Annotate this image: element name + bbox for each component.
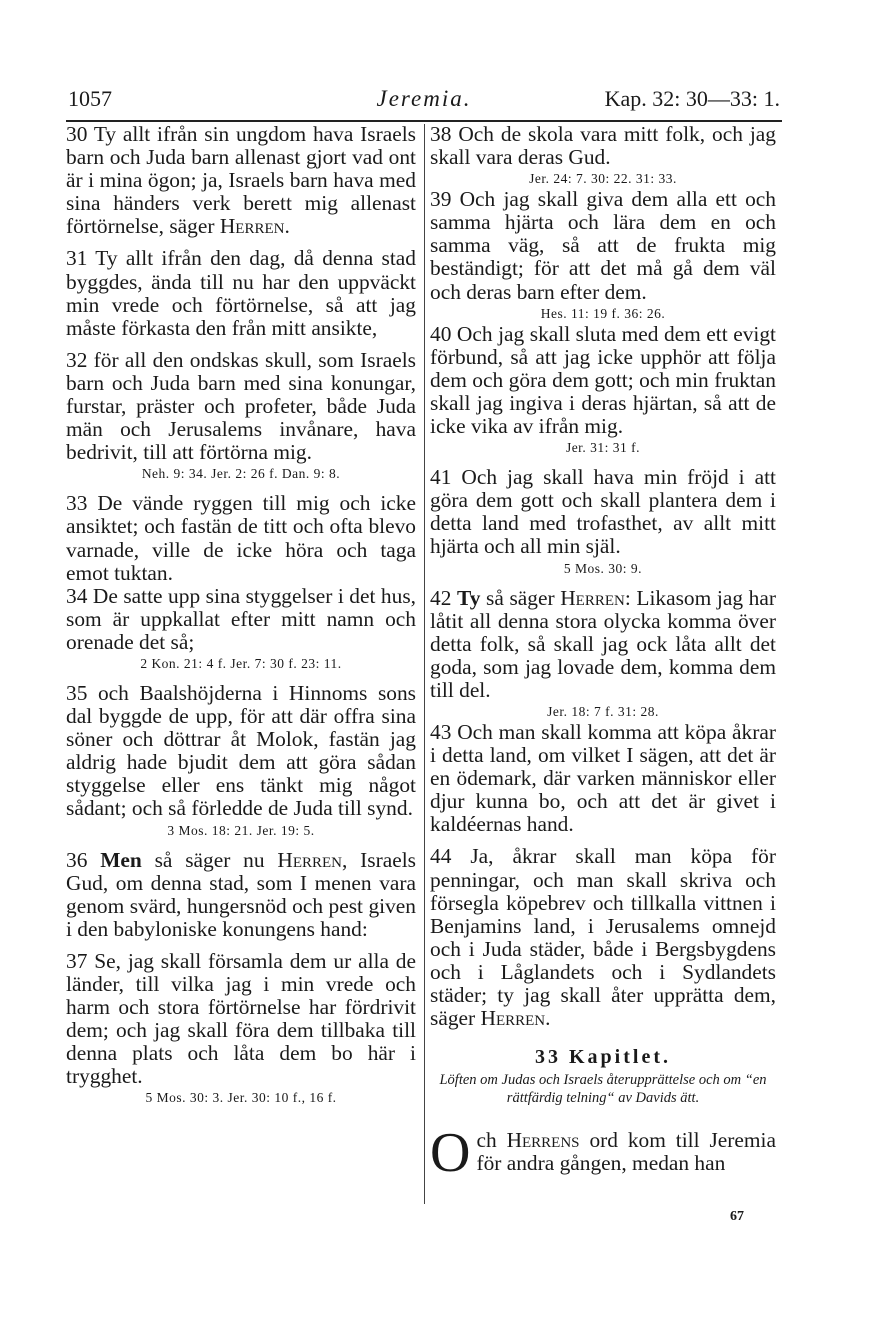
verse-31: 31 Ty allt ifrån den dag, då denna stad byggdes, ända till nu har den uppväckt min vrede och förtörnelse, så att jag måste förkasta den från mitt ansikte,: [66, 246, 416, 340]
verse-36: 36 Men så säger nu Herren, Israels Gud, om denna stad, som I menen vara genom svärd, hungersnöd och pest given i den babyloniske konungens hand:: [66, 847, 416, 941]
chapter-title: 33 Kapitlet.: [535, 1046, 671, 1069]
page-number: 1057: [68, 86, 112, 111]
column-divider: [424, 124, 425, 1204]
verse-35: 35 och Baalshöjderna i Hinnoms sons dal byggde de upp, för att där offra sina söner och döttrar åt Molok, fastän jag aldrig hade bjudit dem att göra sådan styggelse eller ens tänkt mig något sådant; och så förledde de Juda till synd.: [66, 680, 416, 821]
verse-30: 30 Ty allt ifrån sin ungdom hava Israels barn och Juda barn allenast gjort vad ont är i mina ögon; ja, Israels barn hava med sina händers verk berett mig allenast förtörnelse, säger Herren.: [66, 122, 416, 239]
verse-43: 43 Och man skall komma att köpa åkrar i detta land, om vilket I sägen, att det är en ödemark, där varken människor eller djur kunna bo, och att det är givet i kaldéernas hand.: [430, 719, 776, 837]
chapter-range: Kap. 32: 30—33: 1.: [604, 86, 780, 111]
cross-reference-40: Jer. 31: 31 f.: [565, 440, 641, 456]
book-title: Jeremia.: [376, 86, 472, 111]
chapter-summary: Löften om Judas och Israels återupprättelse och om “en rättfärdig telning“ av Davids ätt.: [439, 1072, 767, 1107]
cross-reference-37: 5 Mos. 30: 3. Jer. 30: 10 f., 16 f.: [145, 1090, 337, 1106]
verse-32: 32 för all den ondskas skull, som Israels barn och Juda barn med sina konungar, furstar, präster och profeter, både Juda män och Jerusalems invånare, hava bedrivit, till att förtörna mig.: [66, 347, 416, 465]
cross-reference-32: Neh. 9: 34. Jer. 2: 26 f. Dan. 9: 8.: [141, 466, 341, 482]
cross-reference-39: Hes. 11: 19 f. 36: 26.: [540, 305, 666, 321]
cross-reference-35: 3 Mos. 18: 21. Jer. 19: 5.: [167, 822, 315, 838]
verse-44: 44 Ja, åkrar skall man köpa för penningar, och man skall skriva och försegla köpebrev och tillkalla vittnen i Benjamins land, i Jerusalems omnejd och i Juda städer, både i Bergsbygdens och i Låglandets och i Sydlandets städer; ty jag skall åter upprätta dem, säger Herren.: [430, 844, 776, 1031]
verse-37: 37 Se, jag skall församla dem ur alla de länder, till vilka jag i min vrede och harm och stora förtörnelse har fördrivit dem; och jag skall föra dem tillbaka till denna plats och låta dem bo här i trygghet.: [66, 948, 416, 1089]
cross-reference-41: 5 Mos. 30: 9.: [563, 560, 643, 576]
verse-42: 42 Ty så säger Herren: Likasom jag har låtit all denna stora olycka komma över detta folk, så skall jag ock låta allt det goda, som jag lovade dem, komma dem till del.: [430, 585, 776, 702]
right-column: [430, 123, 776, 1196]
verse-34: 34 De satte upp sina styggelser i det hus, som är uppkallat efter mitt namn och orenade det så;: [66, 583, 416, 654]
left-column: [66, 123, 416, 1107]
drop-cap: O: [430, 1121, 471, 1184]
verse-33: 33 De vände ryggen till mig och icke ansiktet; och fastän de titt och ofta blevo varnade, ville de icke höra och taga emot tuktan.: [66, 491, 416, 585]
verse-38: 38 Och de skola vara mitt folk, och jag skall vara deras Gud.: [430, 122, 776, 170]
cross-reference-42: Jer. 18: 7 f. 31: 28.: [547, 703, 659, 719]
page-header: [68, 86, 780, 118]
verse-41: 41 Och jag skall hava min fröjd i att göra dem gott och skall plantera dem i detta land med trofasthet, av allt mitt hjärta och all min själ.: [430, 465, 776, 559]
verse-40: 40 Och jag skall sluta med dem ett evigt förbund, så att jag icke upphör att följa dem och göra dem gott; och min fruktan skall jag ingiva i deras hjärtan, så att de icke vika av ifrån mig.: [430, 321, 776, 439]
verse-39: 39 Och jag skall giva dem alla ett och samma hjärta och lära dem en och samma väg, så att de frukta mig beständigt; för att det må gå dem väl och deras barn efter dem.: [430, 187, 776, 304]
cross-reference-38: Jer. 24: 7. 30: 22. 31: 33.: [529, 171, 677, 187]
chapter-opening: Och Herrens ord kom till Jeremia för andra gången, medan han: [430, 1121, 776, 1184]
signature-mark: 67: [730, 1209, 744, 1224]
cross-reference-34: 2 Kon. 21: 4 f. Jer. 7: 30 f. 23: 11.: [140, 655, 342, 671]
